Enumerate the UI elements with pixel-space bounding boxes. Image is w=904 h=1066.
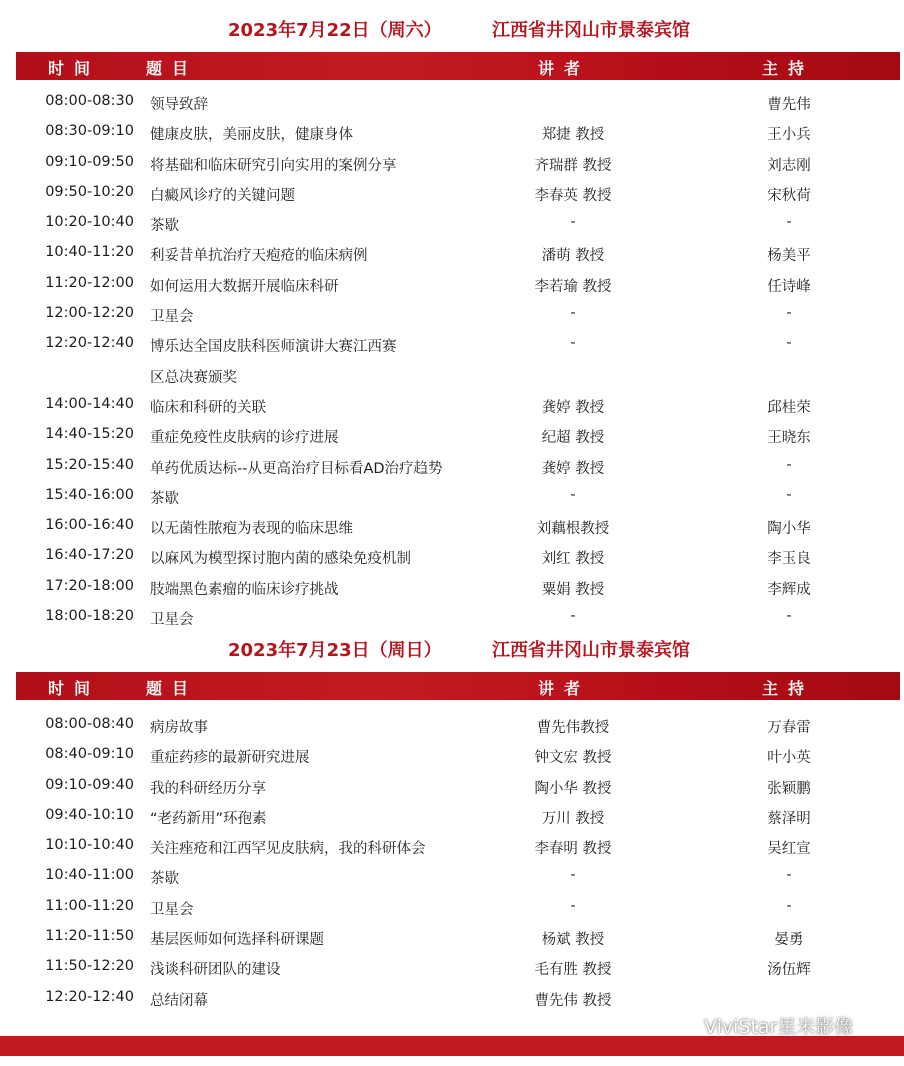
time-cell: 16:00-16:40 [45, 517, 134, 534]
header-time: 时间 [48, 679, 101, 698]
time-cell: 12:20-12:40 [45, 335, 134, 352]
table-row [0, 802, 904, 832]
watermark [672, 1012, 853, 1039]
table-row [0, 391, 904, 421]
day2-venue: 江西省井冈山市景泰宾馆 [492, 640, 690, 661]
speaker-cell: - [570, 867, 576, 884]
host-cell: 王晓东 [767, 430, 811, 447]
topic-cell: 如何运用大数据开展临床科研 [150, 278, 339, 295]
table-row [0, 300, 904, 330]
topic-cell: 博乐达全国皮肤科医师演讲大赛江西赛 [150, 339, 397, 356]
host-cell: 王小兵 [767, 127, 811, 144]
day2-table-header [16, 672, 900, 700]
topic-cell: 茶歇 [150, 490, 179, 507]
time-cell: 15:40-16:00 [45, 486, 134, 503]
table-row [0, 239, 904, 269]
footer-bar [0, 1036, 904, 1056]
topic-cell: 卫星会 [150, 612, 194, 629]
time-cell: 10:40-11:20 [45, 244, 134, 261]
speaker-cell: 万川 教授 [541, 810, 605, 827]
day1-date: 2023年7月22日（周六） [228, 20, 442, 41]
table-row [0, 953, 904, 983]
topic-cell: 单药优质达标--从更高治疗目标看AD治疗趋势 [150, 460, 443, 477]
header-speaker: 讲者 [538, 59, 591, 78]
table-row [0, 118, 904, 148]
watermark-text: ViviStar星米影像 [704, 1016, 854, 1038]
topic-cell: 领导致辞 [150, 97, 208, 113]
topic-cell: 肢端黑色素瘤的临床诊疗挑战 [150, 581, 339, 598]
header-host: 主持 [762, 679, 815, 698]
host-cell: 曹先伟 [767, 97, 811, 113]
table-row [0, 832, 904, 862]
time-cell: 12:00-12:20 [45, 305, 134, 322]
topic-cell: 以无菌性脓疱为表现的临床思维 [150, 521, 353, 538]
speaker-cell: - [570, 897, 576, 914]
host-cell: 陶小华 [767, 521, 811, 538]
topic-cell: 茶歇 [150, 871, 179, 888]
time-cell: 17:20-18:00 [45, 577, 134, 594]
table-row [0, 711, 904, 741]
speaker-cell: 纪超 教授 [541, 430, 605, 447]
time-cell: 08:30-09:10 [45, 123, 134, 140]
host-cell: 叶小英 [767, 750, 811, 767]
host-cell: 张颖鹏 [767, 780, 811, 797]
speaker-cell: 杨斌 教授 [541, 932, 605, 949]
time-cell: 10:40-11:00 [45, 867, 134, 884]
topic-cell: 健康皮肤，美丽皮肤，健康身体 [150, 127, 353, 144]
header-time: 时间 [48, 59, 101, 78]
time-cell: 12:20-12:40 [45, 988, 134, 1005]
table-row [0, 573, 904, 603]
speaker-cell: - [570, 335, 576, 352]
time-cell: 16:40-17:20 [45, 547, 134, 564]
topic-cell: 关注痤疮和江西罕见皮肤病，我的科研体会 [150, 841, 426, 858]
table-row [0, 330, 904, 360]
host-cell: - [786, 335, 792, 352]
header-host: 主持 [762, 59, 815, 78]
topic-cell: 将基础和临床研究引向实用的案例分享 [150, 157, 397, 174]
table-row [0, 88, 904, 118]
time-cell: 08:40-09:10 [45, 746, 134, 763]
table-row [0, 542, 904, 572]
host-cell: - [786, 486, 792, 503]
time-cell: 10:10-10:40 [45, 837, 134, 854]
speaker-cell: 粟娟 教授 [541, 581, 605, 598]
host-cell: - [786, 897, 792, 914]
wechat-icon [672, 1016, 698, 1036]
host-cell: 蔡泽明 [767, 810, 811, 827]
speaker-cell: - [570, 214, 576, 231]
time-cell: 14:00-14:40 [45, 395, 134, 412]
speaker-cell: 李春明 教授 [534, 841, 612, 858]
host-cell: - [786, 456, 792, 473]
host-cell: - [786, 305, 792, 322]
header-topic: 题目 [146, 59, 199, 78]
speaker-cell: 李春英 教授 [534, 187, 612, 204]
day2-schedule [0, 711, 904, 1014]
speaker-cell: 齐瑞群 教授 [534, 157, 612, 174]
host-cell: 刘志刚 [767, 157, 811, 174]
time-cell: 11:50-12:20 [45, 958, 134, 975]
host-cell: 任诗峰 [767, 278, 811, 295]
topic-cell: 临床和科研的关联 [150, 399, 266, 416]
topic-cell: 白癜风诊疗的关键问题 [150, 187, 295, 204]
host-cell: 李玉良 [767, 551, 811, 568]
host-cell: 邱桂荣 [767, 399, 811, 416]
time-cell: 15:20-15:40 [45, 456, 134, 473]
topic-cell: 总结闭幕 [150, 992, 208, 1009]
time-cell: 11:20-12:00 [45, 274, 134, 291]
time-cell: 10:20-10:40 [45, 214, 134, 231]
host-cell: 晏勇 [774, 932, 804, 949]
table-row [0, 209, 904, 239]
speaker-cell: 李若瑜 教授 [534, 278, 612, 295]
topic-cell: 卫星会 [150, 901, 194, 918]
topic-cell: 重症药疹的最新研究进展 [150, 750, 310, 767]
day2-title [0, 622, 904, 661]
speaker-cell: 曹先伟教授 [536, 720, 610, 736]
table-row [0, 741, 904, 771]
speaker-cell: 钟文宏 教授 [534, 750, 612, 767]
day1-venue: 江西省井冈山市景泰宾馆 [492, 20, 690, 41]
host-cell: 宋秋荷 [767, 187, 811, 204]
table-row [0, 270, 904, 300]
table-row [0, 361, 904, 391]
speaker-cell: 潘萌 教授 [541, 248, 605, 265]
table-row [0, 512, 904, 542]
time-cell: 14:40-15:20 [45, 426, 134, 443]
table-row [0, 862, 904, 892]
table-row [0, 772, 904, 802]
table-row [0, 482, 904, 512]
speaker-cell: 龚婷 教授 [541, 460, 605, 477]
host-cell: - [786, 608, 792, 625]
speaker-cell: 刘藕根教授 [536, 521, 610, 538]
speaker-cell: - [570, 305, 576, 322]
time-cell: 11:00-11:20 [45, 897, 134, 914]
topic-cell: 以麻风为模型探讨胞内菌的感染免疫机制 [150, 551, 411, 568]
speaker-cell: 毛有胜 教授 [534, 962, 612, 979]
time-cell: 09:40-10:10 [45, 806, 134, 823]
table-row [0, 452, 904, 482]
time-cell: 09:10-09:40 [45, 776, 134, 793]
time-cell: 09:50-10:20 [45, 183, 134, 200]
table-row [0, 421, 904, 451]
day1-schedule [0, 88, 904, 633]
host-cell: 吴红宣 [767, 841, 811, 858]
speaker-cell: - [570, 486, 576, 503]
time-cell: 18:00-18:20 [45, 608, 134, 625]
speaker-cell: 刘红 教授 [541, 551, 605, 568]
header-speaker: 讲者 [538, 679, 591, 698]
host-cell: 万春雷 [767, 720, 811, 736]
time-cell: 09:10-09:50 [45, 153, 134, 170]
time-cell: 08:00-08:40 [45, 716, 134, 732]
day1-table-header [16, 52, 900, 80]
time-cell: 11:20-11:50 [45, 928, 134, 945]
table-row [0, 893, 904, 923]
table-row [0, 179, 904, 209]
time-cell: 08:00-08:30 [45, 93, 134, 109]
topic-cell: “老药新用”环孢素 [150, 810, 267, 827]
topic-cell: 基层医师如何选择科研课题 [150, 932, 324, 949]
host-cell: - [786, 214, 792, 231]
host-cell: - [786, 867, 792, 884]
topic-cell: 卫星会 [150, 309, 194, 326]
topic-cell: 茶歇 [150, 218, 179, 235]
host-cell: 李辉成 [767, 581, 811, 598]
header-topic: 题目 [146, 679, 199, 698]
speaker-cell: 陶小华 教授 [534, 780, 612, 797]
speaker-cell: 郑捷 教授 [541, 127, 605, 144]
topic-cell: 我的科研经历分享 [150, 780, 266, 797]
speaker-cell: - [570, 608, 576, 625]
host-cell: 汤伍辉 [767, 962, 811, 979]
table-row [0, 923, 904, 953]
host-cell: 杨美平 [767, 248, 811, 265]
day2-date: 2023年7月23日（周日） [228, 640, 442, 661]
topic-cell: 区总决赛颁奖 [150, 369, 237, 386]
day1-title [0, 2, 904, 41]
topic-cell: 浅谈科研团队的建设 [150, 962, 281, 979]
speaker-cell: 曹先伟 教授 [534, 992, 612, 1009]
table-row [0, 984, 904, 1014]
topic-cell: 病房故事 [150, 720, 208, 736]
topic-cell: 重症免疫性皮肤病的诊疗进展 [150, 430, 339, 447]
topic-cell: 利妥昔单抗治疗天疱疮的临床病例 [150, 248, 368, 265]
speaker-cell: 龚婷 教授 [541, 399, 605, 416]
table-row [0, 149, 904, 179]
